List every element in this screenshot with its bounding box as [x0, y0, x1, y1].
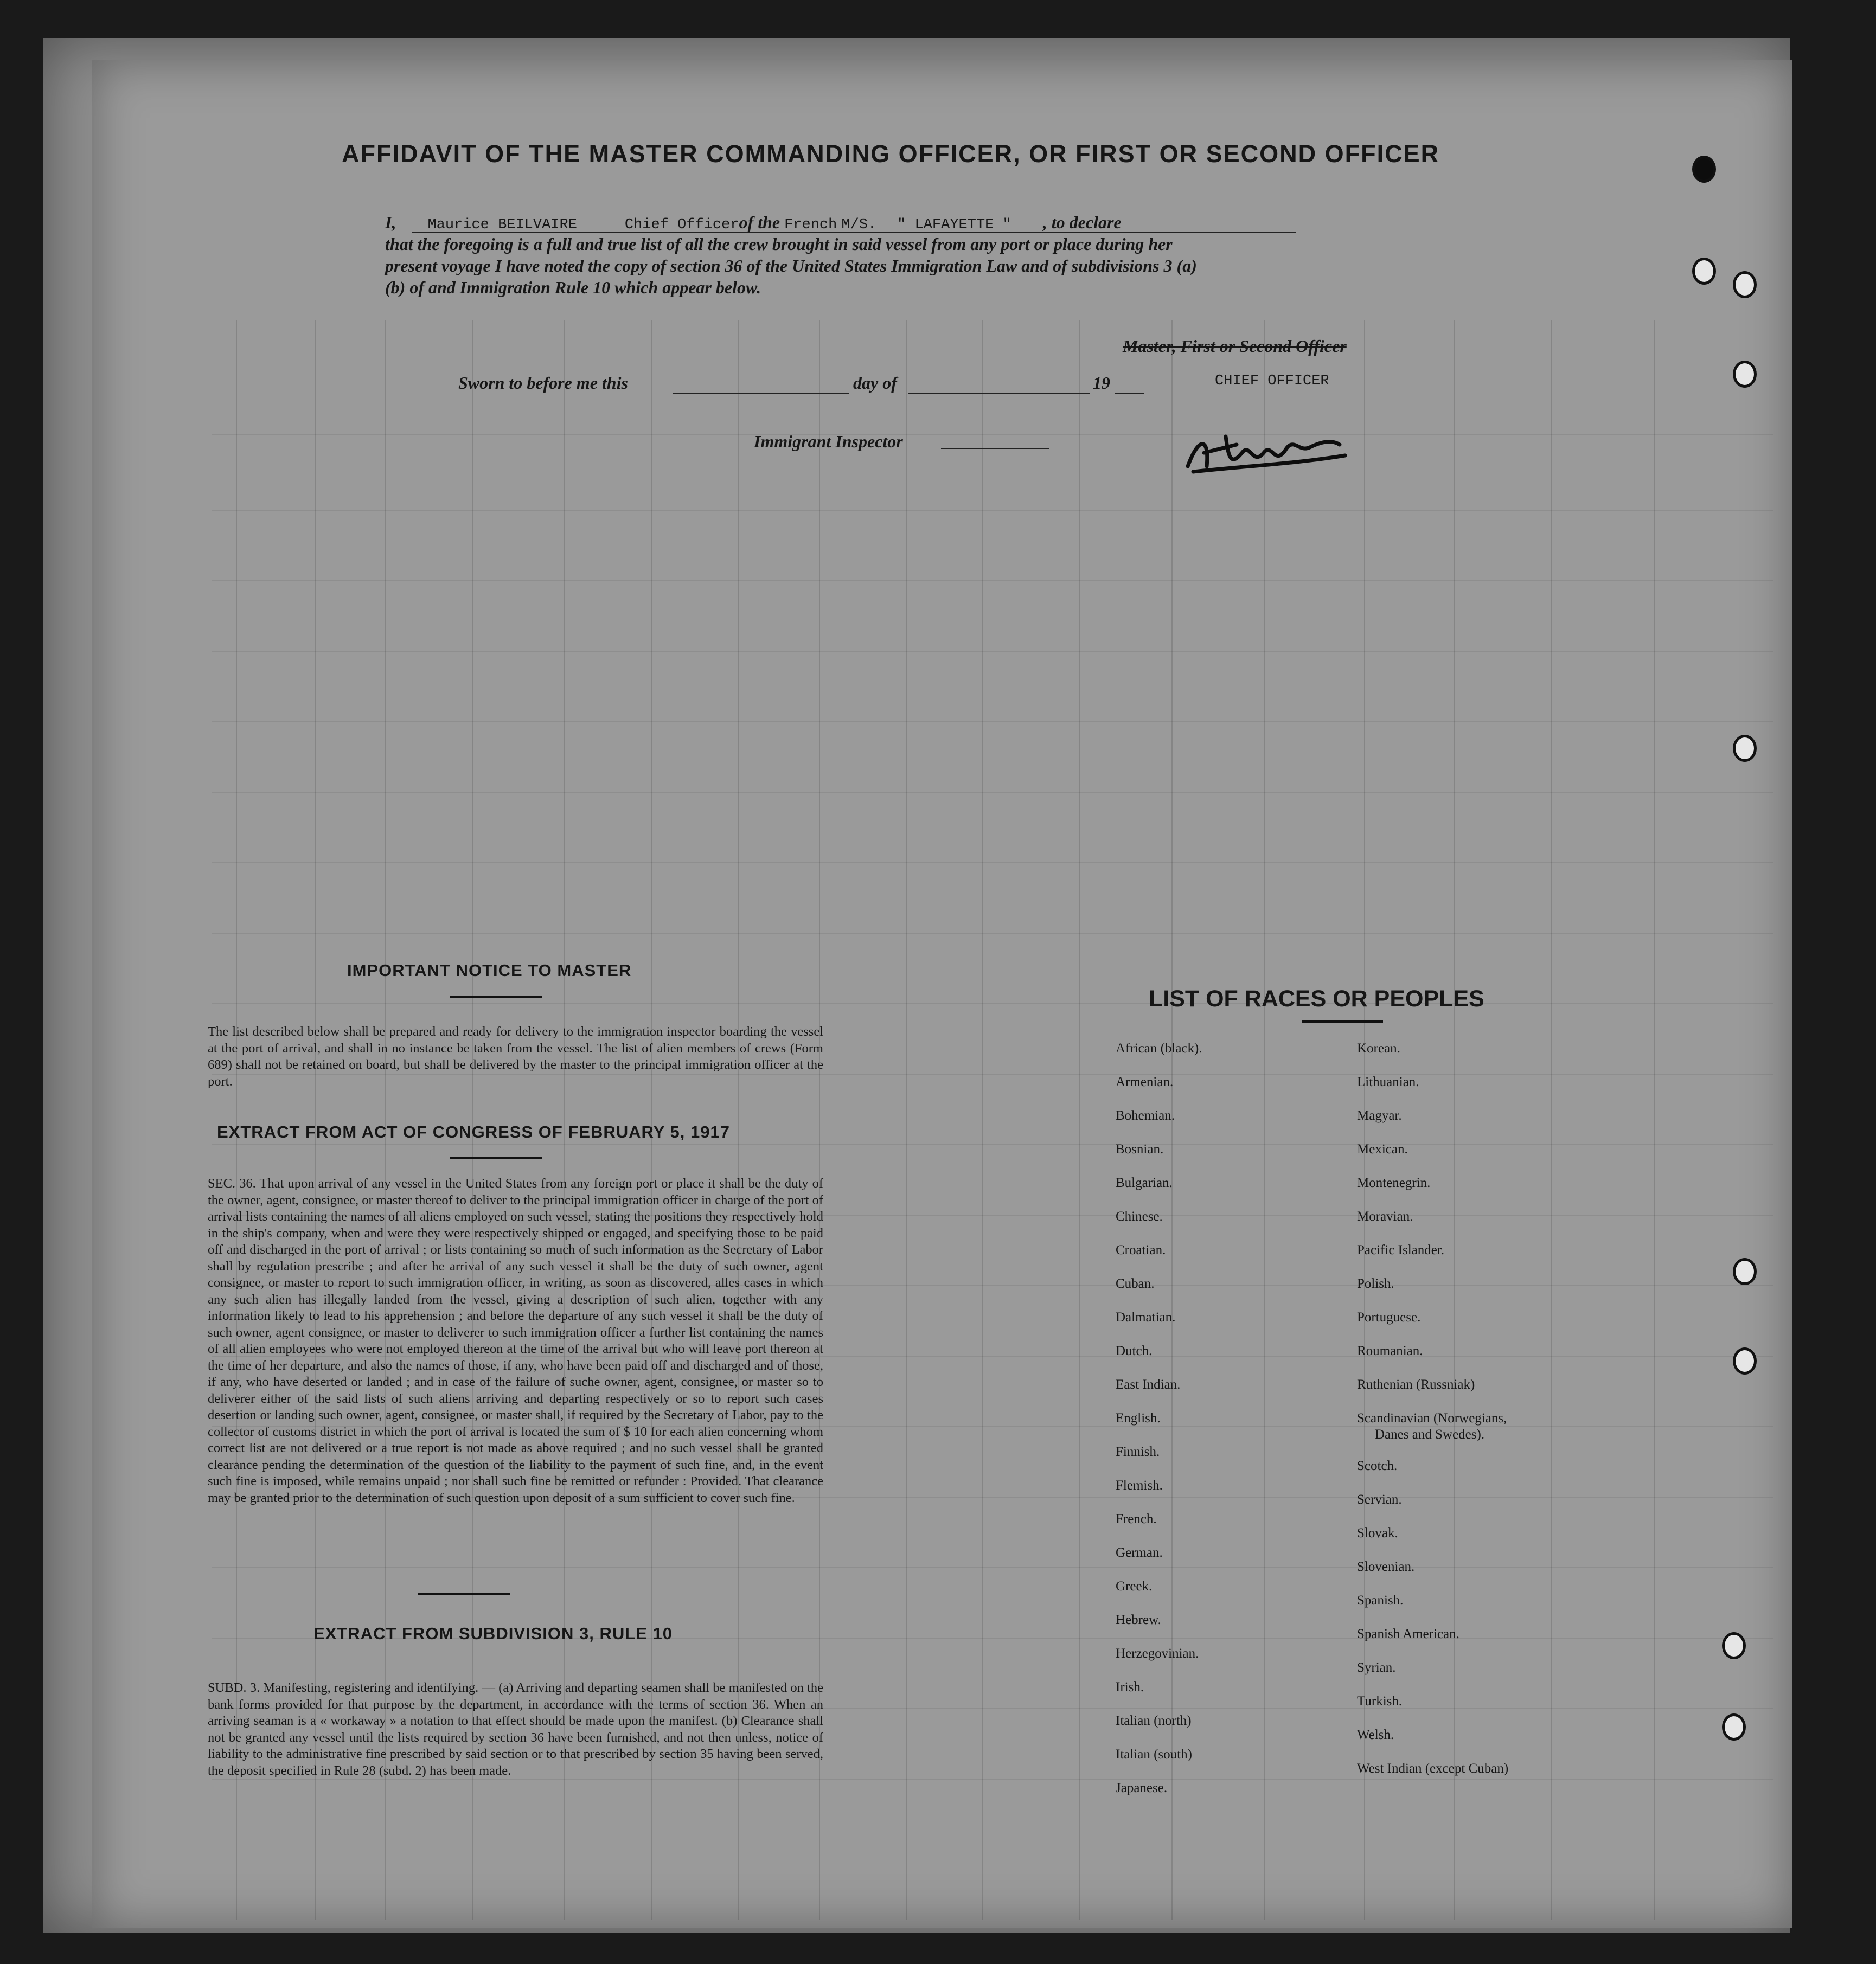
race-item: Turkish.	[1357, 1694, 1403, 1709]
binder-hole	[1733, 361, 1757, 388]
race-item: French.	[1116, 1512, 1157, 1526]
race-item: Servian.	[1357, 1492, 1402, 1507]
rule-extract-heading: EXTRACT FROM SUBDIVISION 3, RULE 10	[313, 1624, 673, 1643]
race-item: Mexican.	[1357, 1142, 1408, 1157]
act-extract-heading: EXTRACT FROM ACT OF CONGRESS OF FEBRUARY 5, 1917	[217, 1122, 730, 1141]
race-item: Finnish.	[1116, 1445, 1160, 1459]
officer-title-typed: CHIEF OFFICER	[1215, 373, 1329, 389]
race-item: Montenegrin.	[1357, 1176, 1431, 1190]
race-item: Armenian.	[1116, 1075, 1174, 1089]
race-item: Bosnian.	[1116, 1142, 1164, 1157]
race-item: Greek.	[1116, 1579, 1153, 1594]
notice-heading: IMPORTANT NOTICE TO MASTER	[347, 961, 632, 980]
vessel-type: M/S.	[841, 217, 877, 233]
race-item: Roumanian.	[1357, 1344, 1423, 1358]
race-item: Dutch.	[1116, 1344, 1153, 1358]
binder-hole	[1722, 1632, 1746, 1659]
race-item: Ruthenian (Russniak)	[1357, 1377, 1475, 1392]
race-item: Spanish American.	[1357, 1627, 1459, 1641]
divider	[418, 1593, 510, 1595]
binder-hole	[1733, 735, 1757, 762]
vessel-nationality: French	[784, 217, 837, 233]
binder-hole	[1692, 156, 1716, 183]
race-item: Magyar.	[1357, 1108, 1402, 1123]
notice-body: The list described below shall be prepared and ready for delivery to the immigration inspector boarding the vessel at the port of arrival, and shall in no instance be taken from the vessel. The list of alien members of crews (Form 689) shall not be retained on board, but shall be delivered by the master to the principal immigration officer at the port.	[208, 1024, 823, 1089]
race-item: Scotch.	[1357, 1459, 1398, 1473]
race-item: Cuban.	[1116, 1276, 1155, 1291]
race-item: Herzegovinian.	[1116, 1646, 1199, 1661]
declaration-line-3: present voyage I have noted the copy of section 36 of the United States Immigration Law and of subdivisions 3 (a)	[385, 256, 1197, 275]
race-item: East Indian.	[1116, 1377, 1181, 1392]
race-item: African (black).	[1116, 1041, 1202, 1056]
declaration-line-2: that the foregoing is a full and true list of all the crew brought in said vessel from any port or place during her	[385, 234, 1173, 254]
to-declare-text: , to declare	[1042, 213, 1122, 232]
race-item: German.	[1116, 1545, 1163, 1560]
declaration-line-4: (b) of and Immigration Rule 10 which appear below.	[385, 278, 761, 297]
divider	[1302, 1020, 1383, 1023]
race-item: Hebrew.	[1116, 1613, 1161, 1627]
race-item: Italian (north)	[1116, 1713, 1192, 1728]
race-item: Chinese.	[1116, 1209, 1163, 1224]
race-item: Syrian.	[1357, 1660, 1396, 1675]
race-item: Irish.	[1116, 1680, 1144, 1695]
binder-hole	[1722, 1713, 1746, 1741]
officer-name: Maurice BEILVAIRE	[427, 217, 577, 233]
officer-label: Master, First or Second Officer	[1123, 336, 1347, 356]
race-item: Croatian.	[1116, 1243, 1166, 1257]
race-item: Slovak.	[1357, 1526, 1398, 1541]
divider	[450, 996, 542, 998]
race-item: Italian (south)	[1116, 1747, 1192, 1762]
act-extract-body: SEC. 36. That upon arrival of any vessel in the United States from any foreign port or place it shall be the duty of the owner, agent, consignee, or master thereof to deliver to the principal immigration officer in charge of the port of arrival lists containing the names of all aliens employed on such vessel, stating the positions they respectively hold in the ship's company, when and were they were respectively shipped or engaged, and specifying those to be paid off and discharged in the port of arrival ; or lists containing so much of such information as the Secretary of Labor shall by regulation prescribe ; and after he arrival of any such vessel it shall be the duty of such owner, agent consignee, or master to report to such immigration officer, in writing, as soon as discovered, alles cases in which any such alien has illegally landed from the vessel, giving a description of such alien, together with any information likely to lead to his apprehension ; and before the departure of any such vessel it shall be the duty of such owner, agent consignee, or master to deliverer to such immigration officer a further list containing the names of all alien employees who were not employed thereon at the time of the arrival but who will leave port thereon at the time of her departure, and also the names of those, if any, who have been paid off and discharged and of those, if any, who have deserted or landed ; and in case of the failure of suche owner, agent, consignee, or master so to deliverer either of the said lists of such aliens arriving and departing respectively or so to report such cases desertion or landing such owner, agent, consignee, or master shall, if required by the Secretary of Labor, pay to the collector of customs district in which the port of arrival is located the sum of $ 10 for each alien concerning whom correct list are not delivered or a true report is not made as above required ; and no such vessel shall be granted clearance pending the determination of the question of the liability to the payment of such fine, and, in the event such fine is imposed, while remains unpaid ; nor shall such fine be remitted or refunder : Provided. That clearance may be granted prior to the determination of such question upon deposit of a sum sufficient to cover such fine.	[208, 1176, 823, 1505]
race-item: Pacific Islander.	[1357, 1243, 1445, 1257]
officer-signature	[1177, 415, 1350, 485]
race-item: Moravian.	[1357, 1209, 1413, 1224]
affidavit-title: AFFIDAVIT OF THE MASTER COMMANDING OFFICER, OR FIRST OR SECOND OFFICER	[342, 140, 1440, 168]
officer-rank: Chief Officer	[624, 217, 739, 233]
binder-hole	[1733, 1258, 1757, 1285]
binder-hole	[1733, 271, 1757, 298]
immigrant-inspector-label: Immigrant Inspector	[754, 432, 903, 451]
binder-hole	[1733, 1347, 1757, 1375]
races-heading: LIST OF RACES OR PEOPLES	[1149, 986, 1484, 1012]
rule-extract-body: SUBD. 3. Manifesting, registering and identifying. — (a) Arriving and departing seamen shall be manifested on the bank forms provided for that purpose by the department, in accordance with the terms of section 36. When an arriving seaman is a « workaway » a notation to that effect should be made upon the manifest. (b) Clearance shall not be granted any vessel until the lists required by section 36 have been furnished, and not then unless, notice of liability to the administrative fine prescribed by said section or to that prescribed by section 35 having been served, the deposit specified in Rule 28 (subd. 2) has been made.	[208, 1680, 823, 1778]
race-item: Polish.	[1357, 1276, 1394, 1291]
race-item: Bohemian.	[1116, 1108, 1175, 1123]
race-item: Bulgarian.	[1116, 1176, 1173, 1190]
race-item: Japanese.	[1116, 1781, 1168, 1795]
binder-hole	[1692, 258, 1716, 285]
sworn-label: Sworn to before me this	[458, 373, 628, 393]
form-sheet	[92, 60, 1792, 1928]
race-item: Portuguese.	[1357, 1310, 1421, 1325]
race-item: Danes and Swedes).	[1375, 1427, 1485, 1442]
race-item: Spanish.	[1357, 1593, 1404, 1608]
of-the-text: of the	[739, 213, 780, 232]
race-item: West Indian (except Cuban)	[1357, 1761, 1509, 1776]
race-item: Dalmatian.	[1116, 1310, 1176, 1325]
divider	[450, 1157, 542, 1159]
race-item: Lithuanian.	[1357, 1075, 1419, 1089]
race-item: Flemish.	[1116, 1478, 1163, 1493]
race-item: Welsh.	[1357, 1728, 1394, 1742]
race-item: English.	[1116, 1411, 1161, 1426]
vessel-name: " LAFAYETTE "	[897, 217, 1011, 233]
prefix-i: I,	[385, 213, 396, 232]
declaration-line-1	[385, 213, 1122, 233]
day-of-label: day of	[853, 373, 897, 393]
race-item: Scandinavian (Norwegians,	[1357, 1411, 1507, 1426]
year-prefix: 19	[1093, 373, 1110, 393]
race-item: Slovenian.	[1357, 1559, 1415, 1574]
race-item: Korean.	[1357, 1041, 1400, 1056]
